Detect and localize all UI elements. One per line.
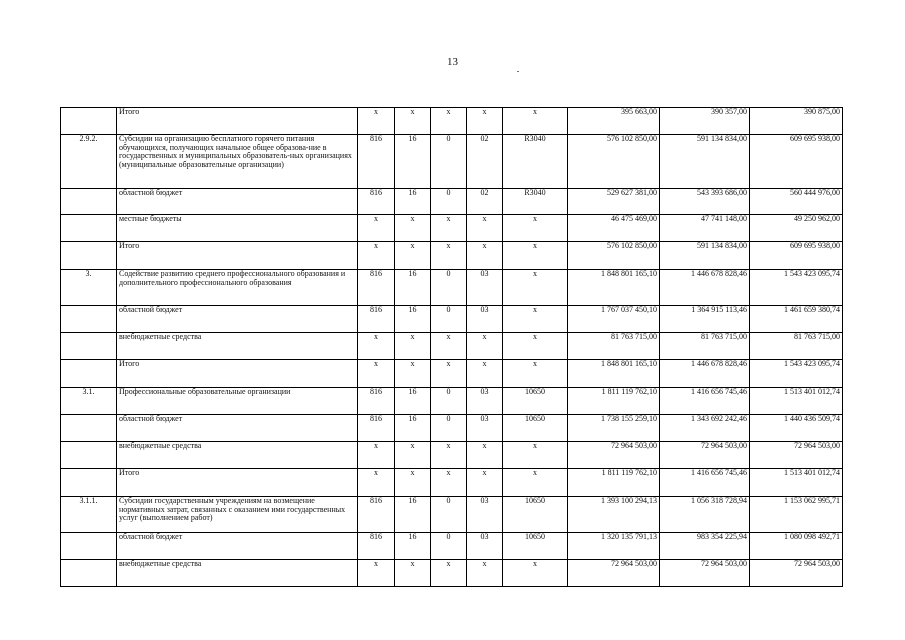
table-row (61, 108, 843, 135)
code-ministry: х (358, 242, 395, 270)
amount-year-3: 81 763 715,00 (750, 333, 843, 360)
row-number (61, 306, 117, 333)
amount-year-3: 1 513 401 012,74 (750, 388, 843, 415)
code-event: х (467, 108, 503, 135)
code-ministry: х (358, 108, 395, 135)
code-program: 16 (395, 388, 431, 415)
row-name: областной бюджет (117, 306, 358, 333)
amount-year-1: 1 811 119 762,10 (568, 388, 660, 415)
row-number (61, 469, 117, 497)
code-program: 16 (395, 533, 431, 560)
code-subprogram: 0 (431, 189, 467, 215)
amount-year-1: 529 627 381,00 (568, 189, 660, 215)
amount-year-3: 1 153 062 995,71 (750, 497, 843, 533)
table-body (61, 108, 843, 587)
code-ministry: 816 (358, 388, 395, 415)
code-direction: х (503, 215, 568, 242)
code-direction: х (503, 270, 568, 306)
code-program: 16 (395, 306, 431, 333)
amount-year-1: 81 763 715,00 (568, 333, 660, 360)
amount-year-2: 72 964 503,00 (660, 442, 750, 469)
code-subprogram: 0 (431, 270, 467, 306)
row-name: внебюджетные средства (117, 333, 358, 360)
table-row (61, 135, 843, 189)
code-direction: R3040 (503, 135, 568, 189)
code-subprogram: х (431, 108, 467, 135)
code-event: 03 (467, 533, 503, 560)
amount-year-2: 1 343 692 242,46 (660, 415, 750, 442)
code-subprogram: х (431, 215, 467, 242)
amount-year-3: 72 964 503,00 (750, 560, 843, 587)
table-row (61, 215, 843, 242)
table-row (61, 242, 843, 270)
amount-year-3: 1 080 098 492,71 (750, 533, 843, 560)
amount-year-2: 1 056 318 728,94 (660, 497, 750, 533)
amount-year-1: 1 738 155 259,10 (568, 415, 660, 442)
code-program: х (395, 242, 431, 270)
amount-year-2: 1 364 915 113,46 (660, 306, 750, 333)
table-row (61, 270, 843, 306)
row-name: Итого (117, 242, 358, 270)
amount-year-3: 560 444 976,00 (750, 189, 843, 215)
code-event: х (467, 360, 503, 388)
code-subprogram: х (431, 442, 467, 469)
row-number (61, 242, 117, 270)
amount-year-3: 72 964 503,00 (750, 442, 843, 469)
code-subprogram: х (431, 333, 467, 360)
code-event: 03 (467, 270, 503, 306)
table-row (61, 442, 843, 469)
amount-year-2: 390 357,00 (660, 108, 750, 135)
amount-year-1: 576 102 850,00 (568, 242, 660, 270)
code-event: х (467, 560, 503, 587)
code-direction: 10650 (503, 497, 568, 533)
table-row (61, 388, 843, 415)
code-event: х (467, 442, 503, 469)
table-row (61, 497, 843, 533)
row-number (61, 415, 117, 442)
row-number (61, 189, 117, 215)
code-event: 03 (467, 388, 503, 415)
table-row (61, 533, 843, 560)
table-row (61, 189, 843, 215)
code-subprogram: 0 (431, 135, 467, 189)
code-direction: х (503, 242, 568, 270)
amount-year-1: 395 663,00 (568, 108, 660, 135)
code-event: х (467, 469, 503, 497)
code-ministry: х (358, 560, 395, 587)
code-ministry: 816 (358, 306, 395, 333)
row-name: Итого (117, 469, 358, 497)
amount-year-1: 1 848 801 165,10 (568, 360, 660, 388)
code-event: 03 (467, 415, 503, 442)
code-program: 16 (395, 497, 431, 533)
amount-year-2: 1 416 656 745,46 (660, 469, 750, 497)
code-subprogram: 0 (431, 306, 467, 333)
code-direction: 10650 (503, 533, 568, 560)
table-row (61, 469, 843, 497)
row-name: областной бюджет (117, 533, 358, 560)
amount-year-1: 1 320 135 791,13 (568, 533, 660, 560)
row-name: Профессиональные образовательные организации (117, 388, 358, 415)
amount-year-3: 1 440 436 509,74 (750, 415, 843, 442)
amount-year-3: 609 695 938,00 (750, 135, 843, 189)
code-ministry: 816 (358, 415, 395, 442)
code-direction: х (503, 560, 568, 587)
code-direction: х (503, 333, 568, 360)
amount-year-3: 49 250 962,00 (750, 215, 843, 242)
code-direction: х (503, 442, 568, 469)
row-number: 3.1.1. (61, 497, 117, 533)
row-name: внебюджетные средства (117, 442, 358, 469)
code-event: 02 (467, 135, 503, 189)
code-event: х (467, 333, 503, 360)
amount-year-1: 1 393 100 294,13 (568, 497, 660, 533)
amount-year-3: 1 461 659 380,74 (750, 306, 843, 333)
code-program: х (395, 333, 431, 360)
row-name: областной бюджет (117, 189, 358, 215)
row-name: Итого (117, 108, 358, 135)
code-program: 16 (395, 270, 431, 306)
amount-year-1: 1 767 037 450,10 (568, 306, 660, 333)
amount-year-1: 576 102 850,00 (568, 135, 660, 189)
row-number (61, 108, 117, 135)
scan-speck (517, 71, 519, 72)
amount-year-2: 72 964 503,00 (660, 560, 750, 587)
code-direction: х (503, 360, 568, 388)
amount-year-2: 1 446 678 828,46 (660, 270, 750, 306)
amount-year-3: 1 543 423 095,74 (750, 270, 843, 306)
code-ministry: 816 (358, 189, 395, 215)
code-direction: х (503, 306, 568, 333)
page-number: 13 (447, 56, 458, 68)
code-subprogram: 0 (431, 497, 467, 533)
row-number: 3. (61, 270, 117, 306)
code-program: 16 (395, 135, 431, 189)
amount-year-1: 72 964 503,00 (568, 442, 660, 469)
row-name: Субсидии на организацию бесплатного горячего питания обучающихся, получающих начальное общее образова-ние в государственных и муниципальных образователь-ных организациях (муниципальные образовательные организации) (117, 135, 358, 189)
row-number: 3.1. (61, 388, 117, 415)
amount-year-3: 1 543 423 095,74 (750, 360, 843, 388)
row-name: местные бюджеты (117, 215, 358, 242)
row-number (61, 442, 117, 469)
amount-year-3: 390 875,00 (750, 108, 843, 135)
code-program: х (395, 360, 431, 388)
code-ministry: х (358, 333, 395, 360)
amount-year-2: 591 134 834,00 (660, 135, 750, 189)
code-program: 16 (395, 189, 431, 215)
code-direction: х (503, 108, 568, 135)
code-event: х (467, 215, 503, 242)
row-number (61, 333, 117, 360)
code-program: х (395, 215, 431, 242)
code-subprogram: х (431, 469, 467, 497)
code-direction: R3040 (503, 189, 568, 215)
row-number (61, 360, 117, 388)
code-program: х (395, 108, 431, 135)
table-row (61, 560, 843, 587)
row-number (61, 533, 117, 560)
code-ministry: х (358, 215, 395, 242)
code-subprogram: 0 (431, 533, 467, 560)
code-direction: 10650 (503, 415, 568, 442)
code-ministry: 816 (358, 497, 395, 533)
amount-year-2: 1 446 678 828,46 (660, 360, 750, 388)
amount-year-2: 591 134 834,00 (660, 242, 750, 270)
amount-year-1: 46 475 469,00 (568, 215, 660, 242)
table-row (61, 306, 843, 333)
code-event: 02 (467, 189, 503, 215)
code-direction: х (503, 469, 568, 497)
code-direction: 10650 (503, 388, 568, 415)
code-event: х (467, 242, 503, 270)
row-name: внебюджетные средства (117, 560, 358, 587)
row-number (61, 560, 117, 587)
code-subprogram: х (431, 360, 467, 388)
amount-year-2: 543 393 686,00 (660, 189, 750, 215)
table-row (61, 415, 843, 442)
code-ministry: 816 (358, 533, 395, 560)
code-event: 03 (467, 497, 503, 533)
code-ministry: х (358, 360, 395, 388)
row-number (61, 215, 117, 242)
row-name: областной бюджет (117, 415, 358, 442)
code-program: 16 (395, 415, 431, 442)
amount-year-2: 1 416 656 745,46 (660, 388, 750, 415)
row-number: 2.9.2. (61, 135, 117, 189)
amount-year-1: 1 811 119 762,10 (568, 469, 660, 497)
budget-table (60, 107, 843, 587)
code-ministry: 816 (358, 270, 395, 306)
code-program: х (395, 442, 431, 469)
amount-year-1: 1 848 801 165,10 (568, 270, 660, 306)
amount-year-2: 47 741 148,00 (660, 215, 750, 242)
amount-year-2: 81 763 715,00 (660, 333, 750, 360)
code-ministry: х (358, 469, 395, 497)
amount-year-3: 609 695 938,00 (750, 242, 843, 270)
code-program: х (395, 469, 431, 497)
row-name: Субсидии государственным учреждениям на возмещение нормативных затрат, связанных с оказанием ими государственных услуг (выполнением работ) (117, 497, 358, 533)
code-ministry: х (358, 442, 395, 469)
amount-year-2: 983 354 225,94 (660, 533, 750, 560)
amount-year-1: 72 964 503,00 (568, 560, 660, 587)
code-subprogram: 0 (431, 415, 467, 442)
row-name: Содействие развитию среднего профессионального образования и дополнительного профессионального образования (117, 270, 358, 306)
code-subprogram: 0 (431, 388, 467, 415)
code-subprogram: х (431, 242, 467, 270)
code-subprogram: х (431, 560, 467, 587)
table-row (61, 333, 843, 360)
code-event: 03 (467, 306, 503, 333)
code-program: х (395, 560, 431, 587)
code-ministry: 816 (358, 135, 395, 189)
amount-year-3: 1 513 401 012,74 (750, 469, 843, 497)
row-name: Итого (117, 360, 358, 388)
table-row (61, 360, 843, 388)
